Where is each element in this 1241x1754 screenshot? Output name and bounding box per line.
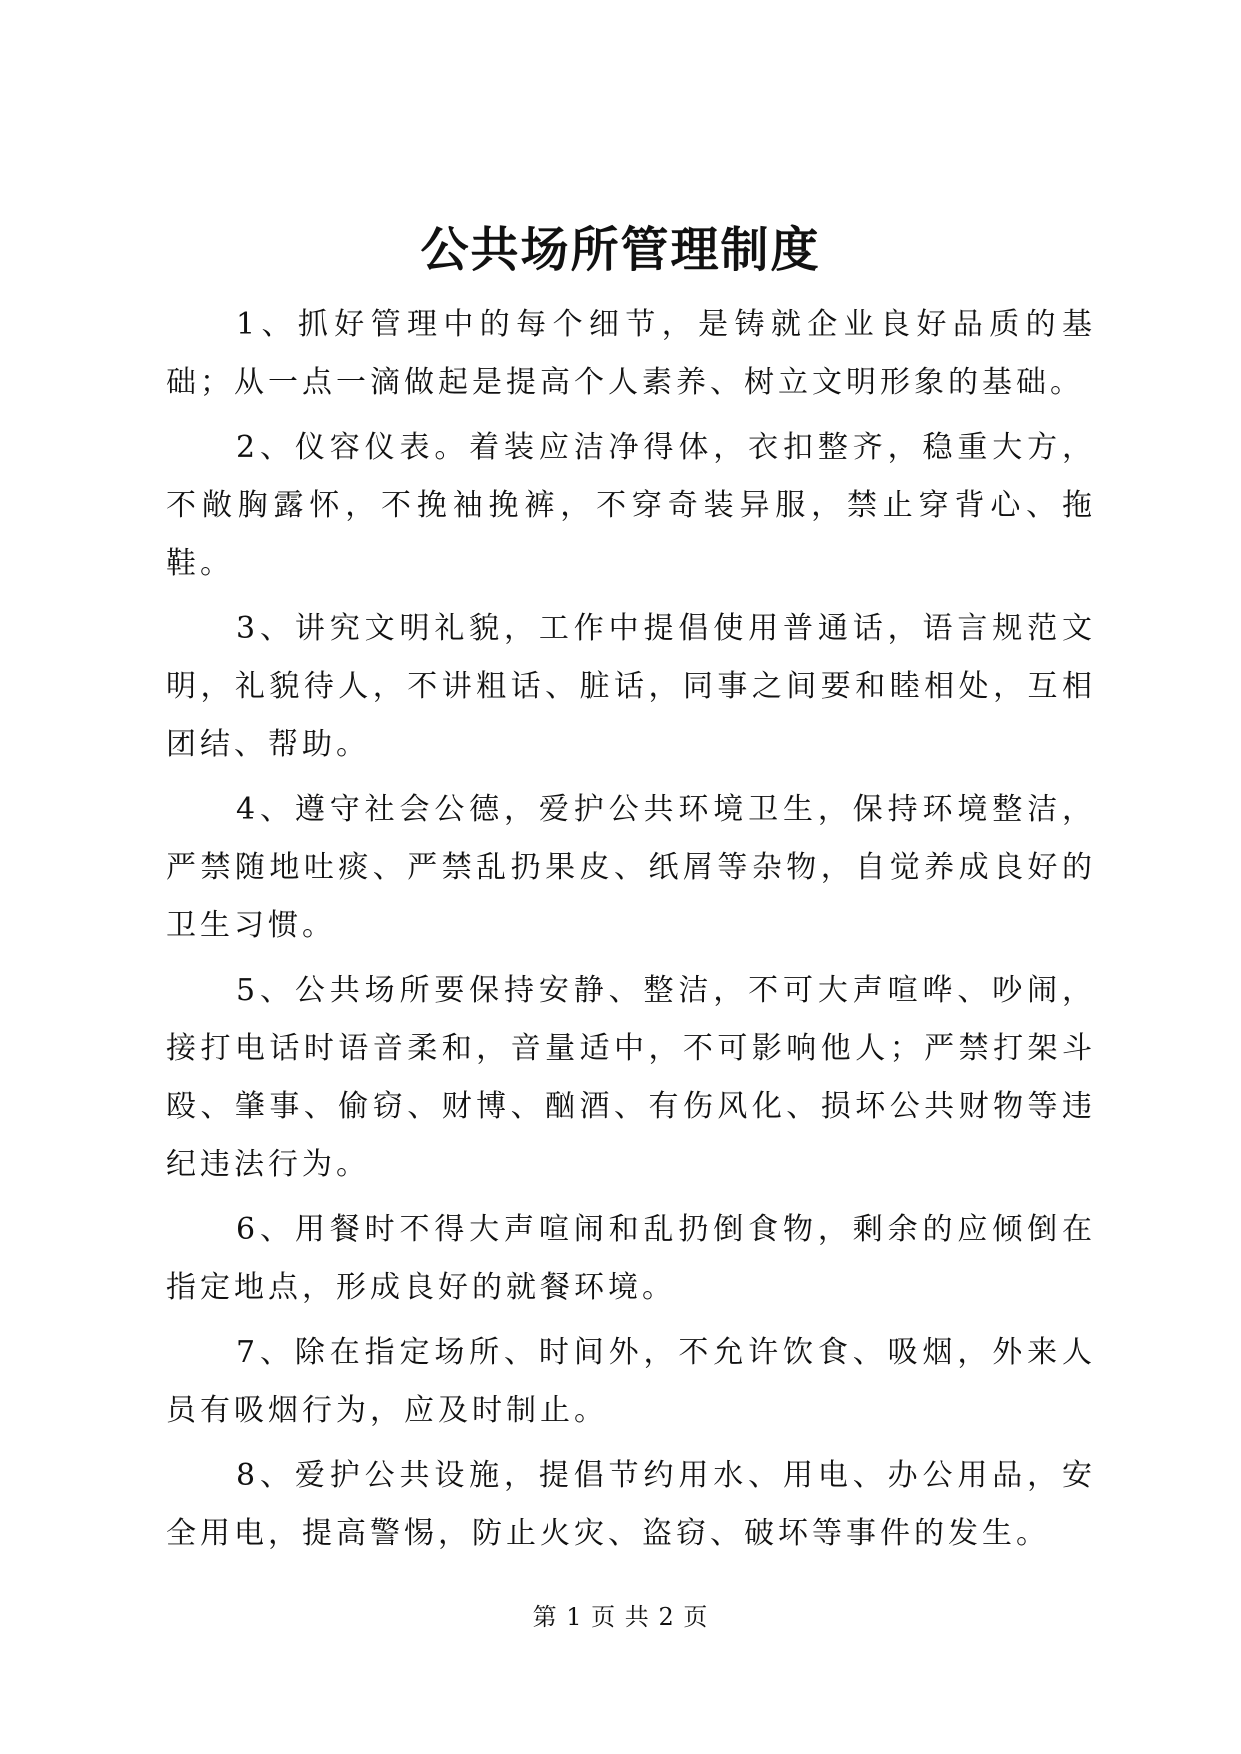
paragraph-6: 6、用餐时不得大声喧闹和乱扔倒食物，剩余的应倾倒在指定地点，形成良好的就餐环境。 — [166, 1212, 1096, 1305]
page-number-footer: 第 1 页 共 2 页 — [532, 1603, 709, 1631]
paragraph-4: 4、遵守社会公德，爱护公共环境卫生，保持环境整洁，严禁随地吐痰、严禁乱扔果皮、纸屑等杂物，自觉养成良好的卫生习惯。 — [166, 792, 1096, 943]
paragraph-1: 1、抓好管理中的每个细节，是铸就企业良好品质的基础；从一点一滴做起是提高个人素养、树立文明形象的基础。 — [166, 307, 1096, 400]
document-title: 公共场所管理制度 — [420, 222, 821, 278]
paragraph-3: 3、讲究文明礼貌，工作中提倡使用普通话，语言规范文明，礼貌待人，不讲粗话、脏话，同事之间要和睦相处，互相团结、帮助。 — [166, 611, 1096, 762]
paragraph-2: 2、仪容仪表。着装应洁净得体，衣扣整齐，稳重大方，不敞胸露怀，不挽袖挽裤，不穿奇装异服，禁止穿背心、拖鞋。 — [166, 430, 1096, 581]
paragraph-8: 8、爱护公共设施，提倡节约用水、用电、办公用品，安全用电，提高警惕，防止火灾、盗窃、破坏等事件的发生。 — [166, 1458, 1096, 1551]
paragraph-5: 5、公共场所要保持安静、整洁，不可大声喧哗、吵闹，接打电话时语音柔和，音量适中，不可影响他人；严禁打架斗殴、肇事、偷窃、财博、酗酒、有伤风化、损坏公共财物等违纪违法行为。 — [166, 973, 1096, 1182]
document-body — [166, 296, 1096, 1570]
paragraph-7: 7、除在指定场所、时间外，不允许饮食、吸烟，外来人员有吸烟行为，应及时制止。 — [166, 1335, 1096, 1428]
